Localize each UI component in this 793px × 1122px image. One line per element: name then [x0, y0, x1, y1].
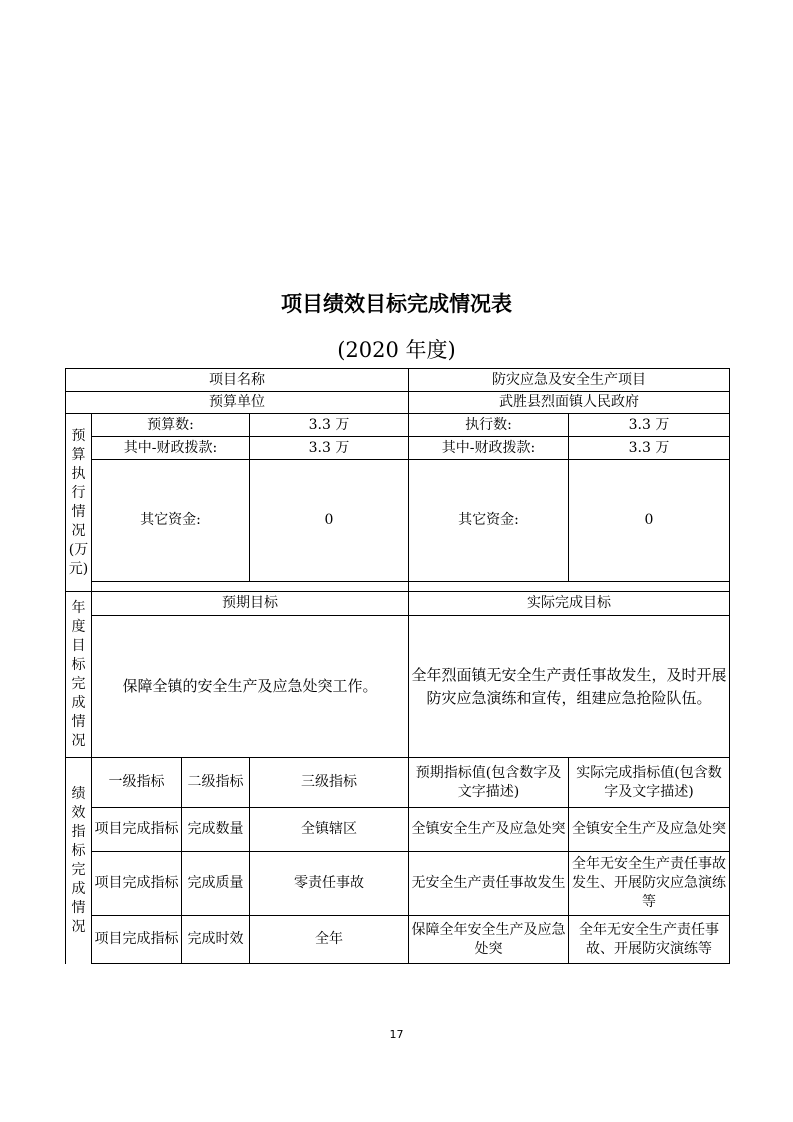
table-row [66, 808, 730, 852]
row2-actual: 全年无安全生产责任事故发生、开展防灾应急演练等 [569, 852, 730, 916]
level3-header: 三级指标 [250, 758, 409, 808]
row1-actual: 全镇安全生产及应急处突 [569, 808, 730, 852]
fiscal-label-executed: 其中-财政拨款: [409, 437, 569, 460]
row2-level3: 零责任事故 [250, 852, 409, 916]
project-name-label: 项目名称 [66, 369, 409, 392]
row3-level2: 完成时效 [182, 916, 250, 964]
budget-unit-row [66, 392, 730, 414]
row3-level3: 全年 [250, 916, 409, 964]
row1-level3: 全镇辖区 [250, 808, 409, 852]
budget-spacer-cell [92, 582, 409, 592]
page-title: 项目绩效目标完成情况表 [281, 292, 512, 316]
row3-actual: 全年无安全生产责任事故、开展防灾演练等 [569, 916, 730, 964]
other-label-planned: 其它资金: [92, 460, 250, 582]
expected-value-header: 预期指标值(包含数字及文字描述) [409, 758, 569, 808]
table-row [66, 916, 730, 964]
year-subtitle: (2020 年度) [337, 338, 456, 362]
annual-section-text: 年度目标完成情况 [71, 599, 86, 749]
level1-header: 一级指标 [92, 758, 182, 808]
performance-section-text: 绩效指标完成情况 [71, 785, 86, 935]
other-value-executed: 0 [569, 460, 730, 582]
row1-expected: 全镇安全生产及应急处突 [409, 808, 569, 852]
row3-level1: 项目完成指标 [92, 916, 182, 964]
fiscal-label-planned: 其中-财政拨款: [92, 437, 250, 460]
budget-unit-value: 武胜县烈面镇人民政府 [409, 392, 730, 414]
row1-level2: 完成数量 [182, 808, 250, 852]
level2-header: 二级指标 [182, 758, 250, 808]
indicator-header-row [66, 758, 730, 808]
expected-target-header: 预期目标 [92, 592, 409, 616]
row2-level2: 完成质量 [182, 852, 250, 916]
budget-fiscal-row [66, 437, 730, 460]
budget-unit-label: 预算单位 [66, 392, 409, 414]
budget-other-row [66, 460, 730, 582]
project-name-value: 防灾应急及安全生产项目 [409, 369, 730, 392]
table-row [66, 852, 730, 916]
annual-header-row [66, 592, 730, 616]
planned-value: 3.3 万 [250, 414, 409, 437]
budget-section-text: 预算执行情况(万元) [68, 427, 89, 577]
executed-value: 3.3 万 [569, 414, 730, 437]
annual-content-row [66, 616, 730, 758]
budget-section-label [66, 414, 92, 592]
executed-label: 执行数: [409, 414, 569, 437]
other-value-planned: 0 [250, 460, 409, 582]
budget-spacer-cell-2 [409, 582, 730, 592]
fiscal-value-planned: 3.3 万 [250, 437, 409, 460]
row1-level1: 项目完成指标 [92, 808, 182, 852]
expected-target-text: 保障全镇的安全生产及应急处突工作。 [92, 616, 409, 758]
budget-spacer-row [66, 582, 730, 592]
row3-expected: 保障全年安全生产及应急处突 [409, 916, 569, 964]
performance-section-label [66, 758, 92, 964]
row2-level1: 项目完成指标 [92, 852, 182, 916]
budget-planned-row [66, 414, 730, 437]
page-number: 17 [389, 1028, 404, 1041]
annual-section-label [66, 592, 92, 758]
other-label-executed: 其它资金: [409, 460, 569, 582]
row2-expected: 无安全生产责任事故发生 [409, 852, 569, 916]
actual-value-header: 实际完成指标值(包含数字及文字描述) [569, 758, 730, 808]
fiscal-value-executed: 3.3 万 [569, 437, 730, 460]
actual-target-text: 全年烈面镇无安全生产责任事故发生，及时开展防灾应急演练和宣传，组建应急抢险队伍。 [409, 616, 730, 758]
project-name-row [66, 369, 730, 392]
planned-label: 预算数: [92, 414, 250, 437]
actual-target-header: 实际完成目标 [409, 592, 730, 616]
performance-table [65, 368, 730, 964]
